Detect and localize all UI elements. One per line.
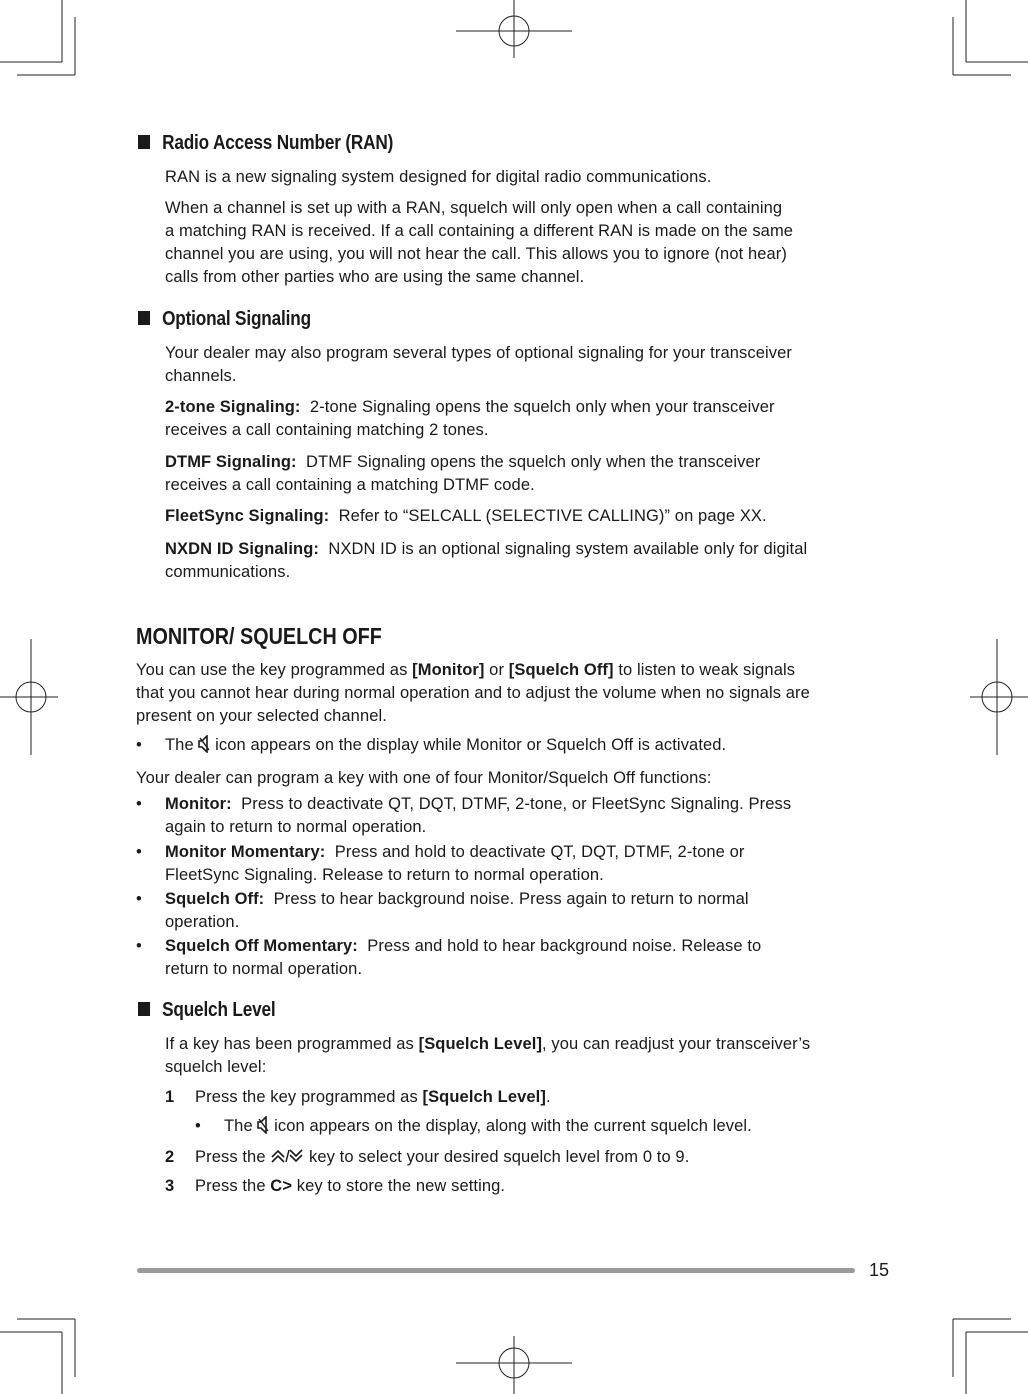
two-tone-entry [165, 396, 775, 442]
text-run: , you can readjust your transceiver’s [542, 1035, 811, 1053]
text-line: present on your selected channel. [136, 707, 387, 725]
text-line: calls from other parties who are using the same channel. [165, 268, 585, 286]
text-run: Press the [195, 1148, 266, 1166]
step-number: 1 [165, 1088, 175, 1106]
optional-intro [165, 342, 792, 388]
term-label: FleetSync Signaling: [165, 507, 330, 525]
bullet-squelch-off [136, 888, 749, 934]
text-run: The [224, 1117, 253, 1135]
term-label: 2-tone Signaling: [165, 398, 301, 416]
text-run: . [545, 1088, 551, 1106]
bullet-dot: • [195, 1117, 201, 1135]
text-run: Press the key programmed as [195, 1088, 423, 1106]
text-run: key to store the new setting. [292, 1177, 506, 1195]
page-title-monitor-squelch-off: MONITOR/ SQUELCH OFF [136, 623, 382, 649]
term-label: Monitor Momentary: [165, 843, 326, 861]
key-label: [Squelch Off] [508, 661, 614, 679]
step-1 [165, 1086, 551, 1109]
bullet-monitor [136, 793, 791, 839]
ran-paragraph-2 [165, 197, 793, 289]
text-line: squelch level: [165, 1058, 267, 1076]
section-heading-squelch-level [138, 999, 276, 1022]
term-label: Squelch Off Momentary: [165, 937, 358, 955]
dtmf-entry [165, 451, 760, 497]
bullet-dot: • [136, 937, 142, 955]
text-run: If a key has been programmed as [165, 1035, 419, 1053]
text-run: Press the [195, 1177, 271, 1195]
text-line: FleetSync Signaling. Release to return to normal operation. [165, 866, 604, 884]
step-1-sub-bullet [195, 1115, 752, 1138]
heading-text: Radio Access Number (RAN) [162, 132, 394, 154]
text-line: receives a call containing a matching DTMF code. [165, 476, 535, 494]
text-line: a matching RAN is received. If a call containing a different RAN is made on the same [165, 222, 794, 240]
bullet-dot: • [136, 890, 142, 908]
term-text: Press and hold to deactivate QT, DQT, DTMF, 2-tone or [334, 843, 745, 861]
key-label: [Squelch Level] [422, 1088, 546, 1106]
ran-paragraph-1: RAN is a new signaling system designed for digital radio communications. [165, 168, 712, 186]
text-line: again to return to normal operation. [165, 818, 427, 836]
text-run: or [484, 661, 509, 679]
text-line: receives a call containing matching 2 tones. [165, 421, 489, 439]
term-text: Press and hold to hear background noise. Release to [367, 937, 762, 955]
step-3 [165, 1175, 505, 1198]
key-label: C> [270, 1177, 293, 1195]
step-2 [165, 1146, 689, 1169]
section-heading-ran [138, 132, 393, 155]
text-run: The [165, 736, 194, 754]
bullet-squelch-off-momentary [136, 935, 761, 981]
monitor-intro [136, 659, 810, 728]
bullet-dot: • [136, 736, 142, 754]
fleetsync-entry [165, 505, 767, 528]
term-text: Press to hear background noise. Press again to return to normal [273, 890, 749, 908]
step-number: 2 [165, 1148, 175, 1166]
text-run: to listen to weak signals [613, 661, 796, 679]
text-run: icon appears on the display, along with the current squelch level. [274, 1117, 752, 1135]
page-number: 15 [869, 1260, 890, 1280]
nxdn-entry [165, 538, 807, 584]
term-text: Press to deactivate QT, DQT, DTMF, 2-tone, or FleetSync Signaling. Press [241, 795, 792, 813]
square-bullet-icon [138, 135, 150, 149]
monitor-icon-note [136, 734, 726, 757]
text-line: channel you are using, you will not hear the call. This allows you to ignore (not hear) [165, 245, 787, 263]
term-text: Refer to “SELCALL (SELECTIVE CALLING)” on page XX. [338, 507, 767, 525]
monitor-functions-intro: Your dealer can program a key with one of four Monitor/Squelch Off functions: [136, 769, 712, 787]
text-line: operation. [165, 913, 240, 931]
key-label: [Monitor] [412, 661, 485, 679]
term-text: NXDN ID is an optional signaling system available only for digital [328, 540, 808, 558]
bullet-dot: • [136, 795, 142, 813]
squelch-level-intro [165, 1033, 810, 1079]
term-text: DTMF Signaling opens the squelch only when the transceiver [306, 453, 761, 471]
text-line: that you cannot hear during normal operation and to adjust the volume when no signals are [136, 684, 810, 702]
text-run: icon appears on the display while Monitor or Squelch Off is activated. [215, 736, 727, 754]
text-line: return to normal operation. [165, 960, 363, 978]
square-bullet-icon [138, 311, 150, 325]
bullet-dot: • [136, 843, 142, 861]
up-down-arrows-icon [270, 1148, 304, 1164]
speaker-icon [257, 1116, 269, 1134]
term-label: Squelch Off: [165, 890, 265, 908]
footer-rule [137, 1268, 855, 1273]
square-bullet-icon [138, 1002, 150, 1016]
term-label: NXDN ID Signaling: [165, 540, 319, 558]
text-run: You can use the key programmed as [136, 661, 413, 679]
term-text: 2-tone Signaling opens the squelch only when your transceiver [309, 398, 775, 416]
speaker-icon [198, 735, 210, 753]
text-line: channels. [165, 367, 237, 385]
term-label: DTMF Signaling: [165, 453, 297, 471]
step-number: 3 [165, 1177, 175, 1195]
text-line: Your dealer may also program several types of optional signaling for your transceiver [165, 344, 792, 362]
section-heading-optional-signaling [138, 308, 311, 331]
bullet-monitor-momentary [136, 841, 744, 887]
heading-text: Squelch Level [162, 999, 276, 1021]
text-run: key to select your desired squelch level from 0 to 9. [308, 1148, 690, 1166]
key-label: [Squelch Level] [418, 1035, 543, 1053]
text-line: When a channel is set up with a RAN, squelch will only open when a call containing [165, 199, 783, 217]
heading-text: Optional Signaling [162, 308, 311, 330]
text-line: communications. [165, 563, 291, 581]
term-label: Monitor: [165, 795, 232, 813]
